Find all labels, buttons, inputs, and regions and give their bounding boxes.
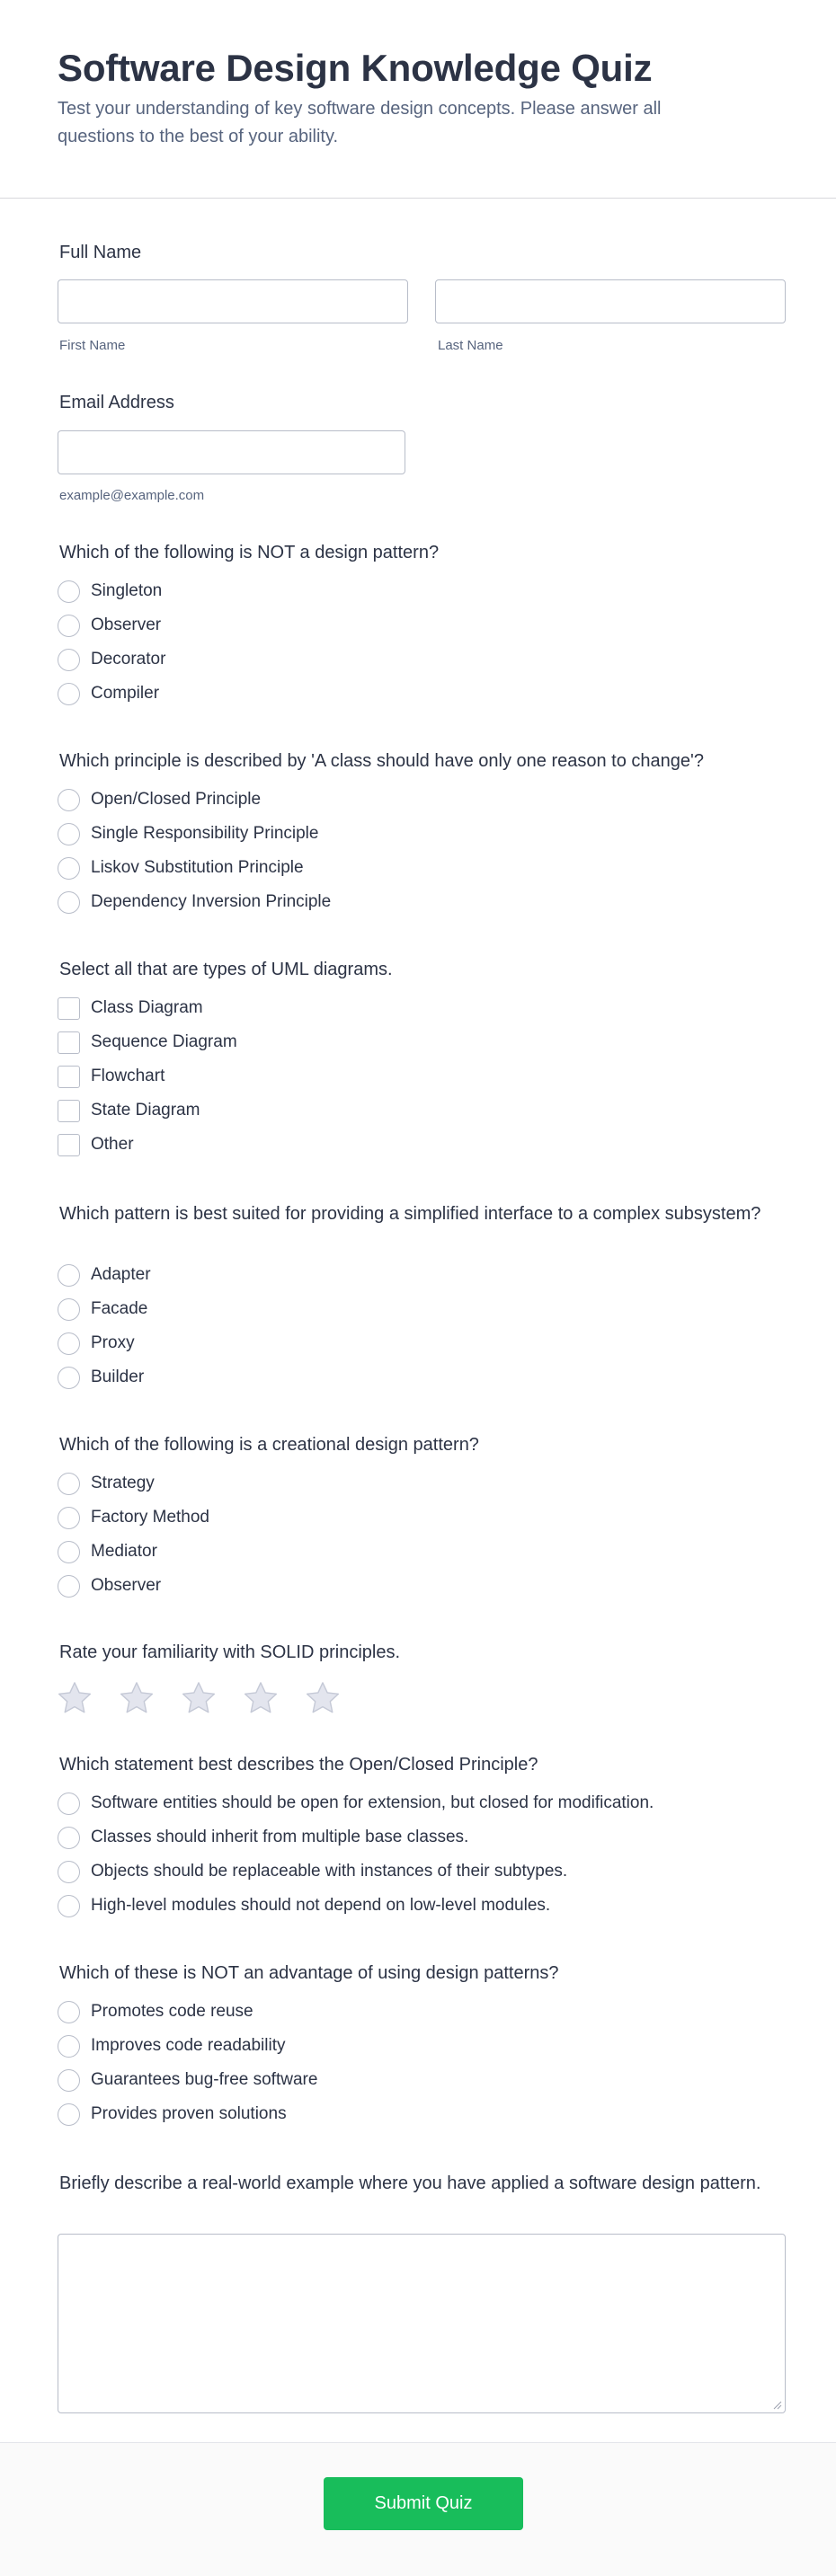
q7-option-proven-solutions[interactable] [58, 2102, 287, 2126]
q2-option-dependency-inversion[interactable] [58, 890, 331, 914]
option-label: State Diagram [91, 1101, 200, 1120]
q5-option-mediator[interactable] [58, 1540, 157, 1563]
last-name-sublabel: Last Name [438, 338, 503, 353]
q4-option-builder[interactable] [58, 1366, 144, 1389]
q1-option-compiler[interactable] [58, 682, 159, 705]
q3-option-flowchart[interactable] [58, 1065, 165, 1088]
q1-option-observer[interactable] [58, 614, 161, 637]
q2-option-open-closed[interactable] [58, 788, 261, 811]
option-label: Single Responsibility Principle [91, 824, 319, 843]
radio-button[interactable] [58, 823, 80, 845]
full-name-label: Full Name [59, 243, 142, 262]
q6-option-open-extension[interactable] [58, 1792, 654, 1815]
q7-option-readability[interactable] [58, 2034, 286, 2058]
q6-label: Which statement best describes the Open/Closed Principle? [59, 1755, 538, 1775]
option-label: Provides proven solutions [91, 2104, 287, 2123]
option-label: Flowchart [91, 1067, 165, 1085]
q7-label: Which of these is NOT an advantage of using design patterns? [59, 1963, 559, 1983]
radio-button[interactable] [58, 580, 80, 603]
radio-button[interactable] [58, 615, 80, 637]
q1-option-decorator[interactable] [58, 648, 165, 671]
q2-option-single-responsibility[interactable] [58, 822, 318, 845]
radio-button[interactable] [58, 683, 80, 705]
option-label: High-level modules should not depend on low-level modules. [91, 1896, 551, 1915]
option-label: Classes should inherit from multiple base classes. [91, 1828, 469, 1846]
q4-label: Which pattern is best suited for providing a simplified interface to a complex subsystem? [59, 1204, 761, 1224]
form-header [0, 0, 836, 199]
q3-label: Select all that are types of UML diagrams. [59, 960, 393, 979]
option-label: Proxy [91, 1333, 135, 1352]
option-label: Dependency Inversion Principle [91, 892, 332, 911]
q8-label: Briefly describe a real-world example where you have applied a software design pattern. [59, 2173, 761, 2193]
q6-option-high-level-modules[interactable] [58, 1894, 550, 1917]
option-label: Class Diagram [91, 998, 203, 1017]
checkbox[interactable] [58, 1031, 80, 1054]
q5-label: Which of the following is a creational design pattern? [59, 1435, 479, 1455]
resize-handle-icon[interactable] [773, 2401, 782, 2410]
email-label: Email Address [59, 393, 174, 412]
checkbox[interactable] [58, 997, 80, 1020]
q5-option-observer[interactable] [58, 1574, 161, 1598]
checkbox[interactable] [58, 1100, 80, 1122]
q4-option-proxy[interactable] [58, 1332, 135, 1355]
q2-option-liskov[interactable] [58, 856, 304, 880]
option-label: Observer [91, 1576, 162, 1595]
example-textarea[interactable] [58, 2234, 786, 2413]
radio-button[interactable] [58, 857, 80, 880]
option-label: Compiler [91, 684, 160, 703]
radio-button[interactable] [58, 1298, 80, 1321]
option-label: Observer [91, 615, 162, 634]
radio-button[interactable] [58, 1473, 80, 1495]
radio-button[interactable] [58, 1895, 80, 1917]
option-label: Factory Method [91, 1508, 209, 1527]
option-label: Improves code readability [91, 2036, 286, 2055]
option-label: Other [91, 1135, 134, 1154]
option-label: Open/Closed Principle [91, 790, 262, 809]
q7-option-code-reuse[interactable] [58, 2000, 253, 2023]
radio-button[interactable] [58, 1827, 80, 1849]
option-label: Singleton [91, 581, 163, 600]
radio-button[interactable] [58, 2035, 80, 2058]
star-icon[interactable] [56, 1679, 93, 1717]
checkbox[interactable] [58, 1066, 80, 1088]
q3-option-state-diagram[interactable] [58, 1099, 200, 1122]
form-description: Test your understanding of key software design concepts. Please answer all questions to the best of your ability. [58, 99, 662, 146]
radio-button[interactable] [58, 789, 80, 811]
q6-option-multiple-inheritance[interactable] [58, 1826, 468, 1849]
email-sublabel: example@example.com [59, 488, 205, 503]
q4-option-adapter[interactable] [58, 1263, 151, 1287]
radio-button[interactable] [58, 1264, 80, 1287]
radio-button[interactable] [58, 649, 80, 671]
q3-option-class-diagram[interactable] [58, 996, 203, 1020]
q5-option-factory-method[interactable] [58, 1506, 209, 1529]
option-label: Guarantees bug-free software [91, 2070, 318, 2089]
q3-option-other[interactable] [58, 1133, 134, 1156]
radio-button[interactable] [58, 891, 80, 914]
email-input[interactable] [58, 430, 405, 474]
q7-option-bug-free[interactable] [58, 2068, 317, 2092]
q6-option-replaceable-subtypes[interactable] [58, 1860, 567, 1883]
radio-button[interactable] [58, 1541, 80, 1563]
q3-option-sequence-diagram[interactable] [58, 1031, 237, 1054]
star-icon[interactable] [118, 1679, 156, 1717]
star-icon[interactable] [180, 1679, 218, 1717]
q5-option-strategy[interactable] [58, 1472, 155, 1495]
option-label: Objects should be replaceable with instances of their subtypes. [91, 1862, 568, 1881]
star-rating [56, 1679, 366, 1717]
last-name-input[interactable] [435, 279, 786, 323]
first-name-sublabel: First Name [59, 338, 126, 353]
first-name-input[interactable] [58, 279, 408, 323]
option-label: Liskov Substitution Principle [91, 858, 304, 877]
option-label: Software entities should be open for extension, but closed for modification. [91, 1793, 654, 1812]
radio-button[interactable] [58, 2103, 80, 2126]
radio-button[interactable] [58, 1507, 80, 1529]
form-footer [0, 2442, 836, 2576]
option-label: Strategy [91, 1474, 155, 1492]
radio-button[interactable] [58, 1332, 80, 1355]
radio-button[interactable] [58, 1367, 80, 1389]
form-title: Software Design Knowledge Quiz [58, 47, 653, 89]
rating-label: Rate your familiarity with SOLID principles. [59, 1642, 401, 1662]
q2-label: Which principle is described by 'A class should have only one reason to change'? [59, 751, 704, 771]
option-label: Promotes code reuse [91, 2002, 253, 2021]
option-label: Sequence Diagram [91, 1032, 237, 1051]
q1-label: Which of the following is NOT a design pattern? [59, 543, 440, 562]
radio-button[interactable] [58, 2001, 80, 2023]
option-label: Facade [91, 1299, 148, 1318]
option-label: Decorator [91, 650, 166, 668]
radio-button[interactable] [58, 1575, 80, 1598]
checkbox[interactable] [58, 1134, 80, 1156]
star-icon[interactable] [242, 1679, 280, 1717]
q1-option-singleton[interactable] [58, 580, 162, 603]
radio-button[interactable] [58, 2069, 80, 2092]
option-label: Adapter [91, 1265, 151, 1284]
radio-button[interactable] [58, 1861, 80, 1883]
star-icon[interactable] [304, 1679, 342, 1717]
option-label: Builder [91, 1368, 145, 1386]
radio-button[interactable] [58, 1793, 80, 1815]
form-body [0, 199, 836, 2442]
submit-quiz-button[interactable]: Submit Quiz [324, 2477, 523, 2530]
q4-option-facade[interactable] [58, 1297, 147, 1321]
option-label: Mediator [91, 1542, 157, 1561]
